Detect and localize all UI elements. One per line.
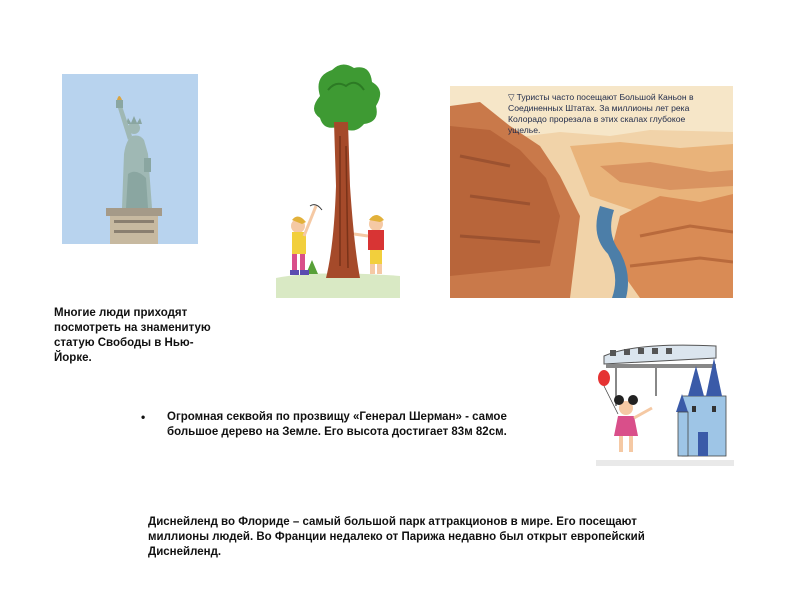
triangle-icon: ▽ <box>508 92 515 102</box>
disneyland-caption: Диснейленд во Флориде – самый большой парк аттракционов в мире. Его посещают миллионы людей. Во Франции недалеко от Парижа недавно был открыт европейский Диснейленд. <box>148 516 645 558</box>
grand-canyon-caption-text: Туристы часто посещают Большой Каньон в Соединенных Штатах. За миллионы лет река Колорадо прорезала в этих скалах глубокое ущелье. <box>508 92 694 135</box>
disneyland-image <box>596 336 734 466</box>
disneyland-illustration <box>596 336 734 466</box>
grand-canyon-caption <box>508 92 718 136</box>
sequoia-illustration <box>276 56 400 298</box>
sequoia-tree-image <box>276 56 400 298</box>
bullet: • <box>141 410 146 424</box>
sequoia-caption-text: Огромная секвойя по прозвищу «Генерал Шерман» - самое большое дерево на Земле. Его высота достигает 83м 82см. <box>167 411 507 438</box>
sequoia-caption <box>141 410 547 440</box>
statue-of-liberty-illustration <box>62 74 198 244</box>
liberty-caption: Многие люди приходят посмотреть на знаменитую статую Свободы в Нью-Йорке. <box>54 307 211 364</box>
statue-of-liberty-image <box>62 74 198 244</box>
grand-canyon-image <box>450 86 733 298</box>
